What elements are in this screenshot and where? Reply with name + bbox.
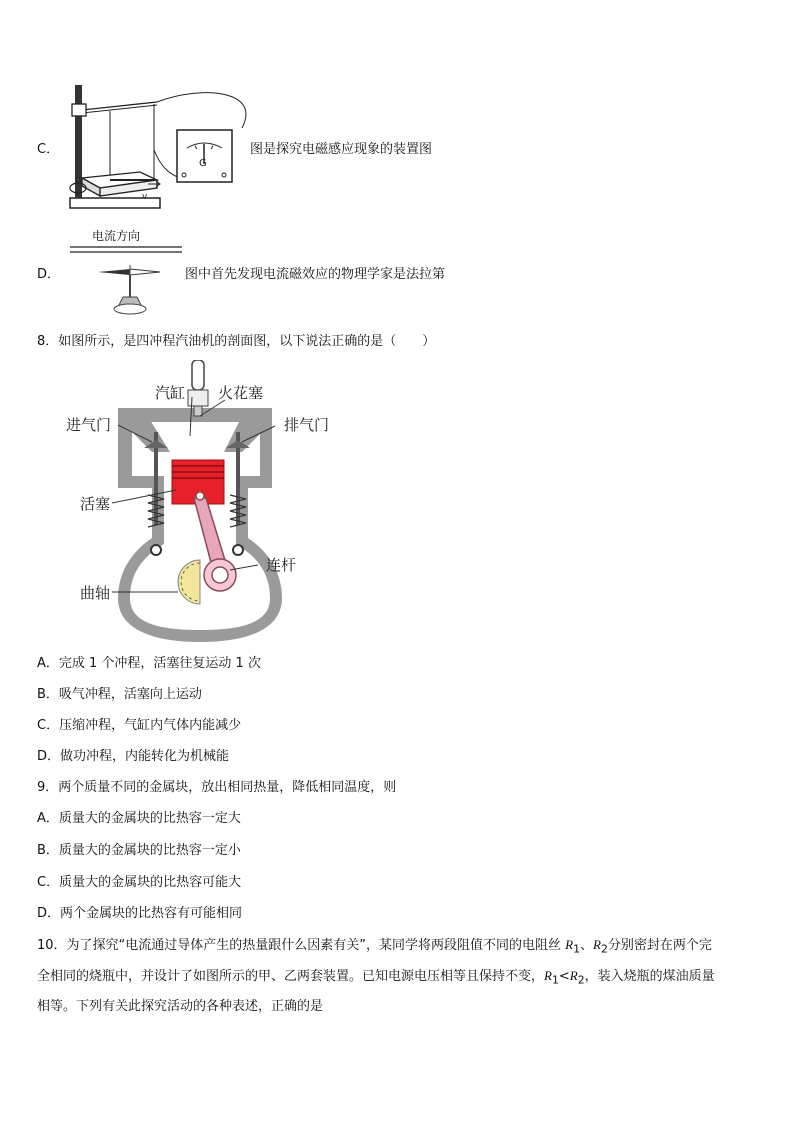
- resistor-r1-compare-sub: 1: [551, 973, 559, 987]
- q8-option-b: B．吸气冲程，活塞向上运动: [37, 687, 202, 702]
- label-connecting-rod: 连杆: [266, 556, 297, 574]
- resistor-r2-sub: 2: [600, 942, 608, 956]
- q7-option-d-text: 图中首先发现电流磁效应的物理学家是法拉第: [185, 267, 446, 282]
- q7-option-c-letter: C．: [37, 142, 60, 157]
- q9-stem: 9．两个质量不同的金属块，放出相同热量，降低相同温度，则: [37, 780, 397, 795]
- resistor-r2-compare: R: [569, 968, 578, 983]
- q7-option-c-text: 图是探究电磁感应现象的装置图: [250, 142, 433, 157]
- oersted-experiment-figure: [68, 225, 188, 320]
- electromagnetic-induction-apparatus: [62, 80, 262, 215]
- q10-line-1: [37, 936, 712, 959]
- resistor-r2-compare-sub: 2: [577, 973, 585, 987]
- q8-option-c: C．压缩冲程，气缸内气体内能减少: [37, 718, 242, 733]
- q10-line2-text-a: 全相同的烧瓶中，并设计了如图所示的甲、乙两套装置。已知电源电压相等且保持不变，: [37, 969, 545, 984]
- q10-line1-text-b: 分别密封在两个完: [607, 938, 712, 953]
- q8-option-d: D．做功冲程，内能转化为机械能: [37, 749, 230, 764]
- q10-separator: 、: [580, 938, 594, 953]
- resistor-r1-sub: 1: [573, 942, 580, 956]
- resistor-r1: R: [565, 937, 574, 952]
- less-than-sign: <: [558, 969, 570, 984]
- label-exhaust-valve: 排气门: [284, 416, 330, 434]
- label-cylinder: 汽缸: [155, 384, 186, 402]
- label-crankshaft: 曲轴: [80, 584, 111, 602]
- q9-option-b: B．质量大的金属块的比热容一定小: [37, 843, 241, 858]
- resistor-r1-compare: R: [544, 968, 552, 983]
- q7-option-d-letter: D．: [37, 267, 61, 282]
- q10-line2-text-b: ，装入烧瓶的煤油质量: [584, 969, 715, 984]
- q8-stem: 8．如图所示，是四冲程汽油机的剖面图，以下说法正确的是（ ）: [37, 334, 436, 349]
- q9-option-d: D．两个金属块的比热容有可能相同: [37, 906, 243, 921]
- svg-text:v: v: [142, 192, 148, 202]
- q10-line1-text-a: 10．为了探究“电流通过导体产生的热量跟什么因素有关”，某同学将两段阻值不同的电阻丝: [37, 938, 566, 953]
- q10-line-3: 相等。下列有关此探究活动的各种表述，正确的是: [37, 999, 324, 1014]
- q9-option-a: A．质量大的金属块的比热容一定大: [37, 811, 241, 826]
- q10-line-2: [37, 967, 715, 990]
- resistor-r2: R: [593, 937, 601, 952]
- label-spark-plug: 火花塞: [218, 384, 264, 402]
- label-piston: 活塞: [80, 495, 111, 513]
- gauge-letter: G: [199, 158, 207, 169]
- q9-option-c: C．质量大的金属块的比热容可能大: [37, 875, 242, 890]
- label-intake-valve: 进气门: [66, 416, 112, 434]
- four-stroke-engine-diagram: [60, 360, 350, 650]
- q8-option-a: A．完成 1 个冲程，活塞往复运动 1 次: [37, 656, 261, 671]
- current-direction-label: 电流方向: [92, 229, 141, 243]
